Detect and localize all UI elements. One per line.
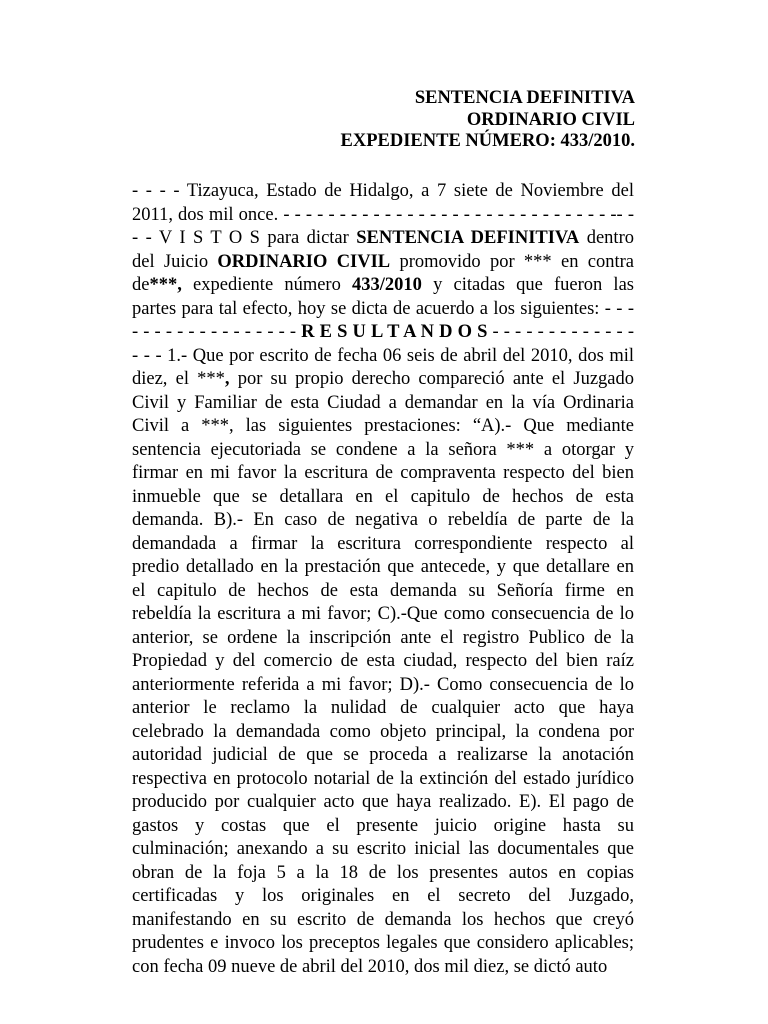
text-run: certificadas y los originales en el secreto del Juzgado, bbox=[132, 886, 634, 906]
text-run: obran de la foja 5 a la 18 de los presentes autos en copias bbox=[132, 862, 634, 883]
text-line bbox=[132, 580, 634, 604]
bold-text: , bbox=[224, 369, 230, 389]
text-line bbox=[132, 932, 634, 956]
text-run: - - - - - - - - - - - - - bbox=[487, 322, 634, 342]
text-run: celebrado la demandada como objeto principal, la condena por bbox=[132, 721, 634, 742]
bold-text: SENTENCIA DEFINITIVA bbox=[356, 228, 580, 248]
text-run: manifestando en su escrito de demanda los hechos que creyó bbox=[132, 909, 634, 930]
bold-text: ORDINARIO CIVIL bbox=[217, 251, 391, 272]
text-line bbox=[132, 791, 634, 815]
document-case-number: EXPEDIENTE NÚMERO: 433/2010. bbox=[340, 131, 635, 151]
text-run: inmueble que se detallara en el capitulo de hechos de esta bbox=[132, 486, 634, 507]
text-run: gastos y costas que el presente juicio origine hasta su bbox=[132, 815, 634, 836]
text-run: el capitulo de hechos de esta demanda su Señoría firme en bbox=[132, 580, 634, 601]
text-run: prudentes e invoco los preceptos legales que considero aplicables; bbox=[132, 933, 634, 953]
text-line bbox=[132, 486, 634, 510]
text-line bbox=[132, 227, 634, 251]
text-line bbox=[132, 415, 634, 439]
text-run: promovido por *** en contra bbox=[390, 251, 634, 272]
text-line bbox=[132, 392, 634, 416]
document-header bbox=[341, 88, 635, 153]
text-run: dentro bbox=[579, 228, 634, 248]
text-run: diez, el *** bbox=[132, 369, 225, 389]
text-line bbox=[132, 439, 634, 463]
text-run: sentencia ejecutoriada se condene a la señora *** a otorgar y bbox=[132, 439, 634, 460]
text-line bbox=[132, 744, 634, 768]
text-run: - - - - - - - - - - - - - - - bbox=[132, 322, 302, 342]
text-line bbox=[132, 862, 634, 886]
text-run: culminación; anexando a su escrito inicial las documentales que bbox=[132, 839, 634, 859]
text-line bbox=[132, 251, 634, 275]
text-line bbox=[132, 298, 634, 322]
text-line bbox=[132, 838, 634, 862]
bold-text: R E S U L T A N D O S bbox=[301, 322, 488, 342]
text-line bbox=[132, 721, 634, 745]
text-run: y citadas que fueron las bbox=[421, 275, 634, 295]
text-line bbox=[132, 533, 634, 557]
text-line bbox=[132, 509, 634, 533]
document-title: SENTENCIA DEFINITIVA bbox=[414, 88, 635, 108]
text-run: firmar en mi favor la escritura de compraventa respecto del bien bbox=[132, 463, 634, 483]
text-line bbox=[132, 321, 634, 345]
text-line bbox=[132, 368, 634, 392]
text-line bbox=[132, 627, 634, 651]
text-line bbox=[132, 603, 634, 627]
text-run: partes para tal efecto, hoy se dicta de acuerdo a los siguientes: - - - bbox=[132, 298, 634, 319]
text-line bbox=[132, 650, 634, 674]
text-line bbox=[132, 204, 634, 228]
text-run: con fecha 09 nueve de abril del 2010, dos mil diez, se dictó auto bbox=[132, 956, 608, 977]
text-run: - - - 1.- Que por escrito de fecha 06 seis de abril del 2010, dos mil bbox=[132, 345, 634, 366]
text-run: Civil y Familiar de esta Ciudad a demandar en la vía Ordinaria bbox=[132, 392, 634, 413]
document-case-type: ORDINARIO CIVIL bbox=[466, 109, 635, 130]
text-line bbox=[132, 815, 634, 839]
text-run: anterior le reclamo la nulidad de cualquier acto que haya bbox=[132, 698, 634, 718]
text-line bbox=[132, 768, 634, 792]
text-run: por su propio derecho compareció ante el Juzgado bbox=[229, 369, 634, 389]
text-run: demanda. B).- En caso de negativa o rebeldía de parte de la bbox=[132, 510, 634, 530]
text-line bbox=[132, 462, 634, 486]
text-run: de bbox=[132, 275, 150, 295]
text-run: Propiedad y del comercio de esta ciudad, respecto del bien raíz bbox=[132, 651, 634, 671]
text-run: autoridad judicial de que se proceda a realizarse la anotación bbox=[132, 745, 634, 765]
text-line bbox=[132, 909, 634, 933]
text-run: - - V I S T O S para dictar bbox=[132, 228, 357, 248]
bold-text: 433/2010 bbox=[352, 275, 422, 295]
text-run: - - - - Tizayuca, Estado de Hidalgo, a 7 siete de Noviembre del bbox=[132, 181, 634, 201]
text-run: producido por cualquier acto que haya realizado. E). El pago de bbox=[132, 792, 634, 812]
text-line bbox=[132, 674, 634, 698]
bold-text: ***, bbox=[149, 275, 182, 295]
document-body bbox=[132, 180, 634, 979]
text-run: demandada a firmar la escritura correspondiente respecto al bbox=[132, 533, 634, 554]
text-run: anterior, se ordene la inscripción ante el registro Publico de la bbox=[132, 627, 634, 648]
text-run: 2011, dos mil once. - - - - - - - - - - - - - - - - - - - - - - - - - - - - - -- - bbox=[132, 204, 634, 225]
text-run: Civil a ***, las siguientes prestaciones: “A).- Que mediante bbox=[132, 416, 634, 436]
text-run: del Juicio bbox=[132, 251, 218, 272]
text-line bbox=[132, 180, 634, 204]
text-run: rebeldía la escritura a mi favor; C).-Que como consecuencia de lo bbox=[132, 604, 634, 624]
text-line bbox=[132, 556, 634, 580]
text-line bbox=[132, 697, 634, 721]
text-run: expediente número bbox=[181, 275, 353, 295]
text-line bbox=[132, 885, 634, 909]
text-run: predio detallado en la prestación que antecede, y que detallare en bbox=[132, 557, 634, 577]
text-run: respectiva en protocolo notarial de la extinción del estado jurídico bbox=[132, 768, 634, 789]
text-line bbox=[132, 956, 634, 980]
text-line bbox=[132, 274, 634, 298]
text-run: anteriormente referida a mi favor; D).- Como consecuencia de lo bbox=[132, 674, 634, 695]
text-line bbox=[132, 345, 634, 369]
